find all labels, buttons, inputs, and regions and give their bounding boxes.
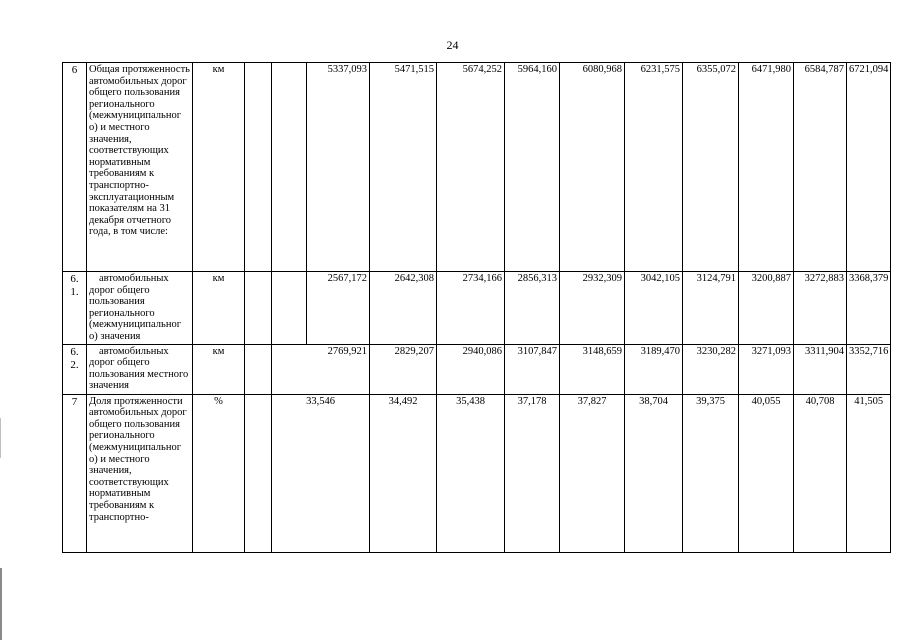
value-cell: 2769,921	[272, 344, 370, 394]
value-cell: 37,178	[505, 394, 560, 552]
value-cell: 37,827	[560, 394, 625, 552]
value-cell: 5471,515	[370, 63, 437, 272]
value-cell: 2567,172	[307, 272, 370, 345]
unit-cell: км	[193, 344, 245, 394]
value-cell: 5674,252	[437, 63, 505, 272]
value-cell: 6584,787	[794, 63, 847, 272]
value-cell: 34,492	[370, 394, 437, 552]
empty-cell	[272, 272, 307, 345]
value-cell: 3352,716	[847, 344, 891, 394]
scan-artifact	[0, 568, 2, 640]
value-cell: 3124,791	[683, 272, 739, 345]
row-number: 6	[63, 63, 87, 272]
value-cell: 5337,093	[307, 63, 370, 272]
table-row	[63, 344, 891, 394]
table-row	[63, 63, 891, 272]
unit-cell: км	[193, 272, 245, 345]
table-row	[63, 272, 891, 345]
value-cell: 40,708	[794, 394, 847, 552]
value-cell: 6471,980	[739, 63, 794, 272]
value-cell: 2642,308	[370, 272, 437, 345]
table-row	[63, 394, 891, 552]
value-cell: 2932,309	[560, 272, 625, 345]
row-number: 6. 2.	[63, 344, 87, 394]
row-number: 7	[63, 394, 87, 552]
value-cell: 3200,887	[739, 272, 794, 345]
value-cell: 6080,968	[560, 63, 625, 272]
empty-cell	[245, 394, 272, 552]
value-cell: 3311,904	[794, 344, 847, 394]
indicator-name: Доля протяженности автомобильных дорог общего пользования регионального (межмуниципальног о) и местного значения, соответствующих нормативным требованиям к транспортно-	[87, 394, 193, 552]
value-cell: 3107,847	[505, 344, 560, 394]
value-cell: 38,704	[625, 394, 683, 552]
value-cell: 3272,883	[794, 272, 847, 345]
value-cell: 6231,575	[625, 63, 683, 272]
empty-cell	[245, 344, 272, 394]
value-cell: 6721,094	[847, 63, 891, 272]
value-cell: 3230,282	[683, 344, 739, 394]
indicator-name	[87, 272, 193, 345]
indicator-name	[87, 344, 193, 394]
value-cell: 35,438	[437, 394, 505, 552]
value-cell: 39,375	[683, 394, 739, 552]
value-cell: 3148,659	[560, 344, 625, 394]
row-number: 6. 1.	[63, 272, 87, 345]
indicator-name-text: автомобильных дорог общего пользования регионального (межмуниципальног о) значения	[89, 273, 182, 342]
value-cell: 5964,160	[505, 63, 560, 272]
value-cell: 2856,313	[505, 272, 560, 345]
value-cell: 3368,379	[847, 272, 891, 345]
page-number: 24	[446, 38, 459, 52]
unit-cell: км	[193, 63, 245, 272]
empty-cell	[245, 272, 272, 345]
value-cell: 2829,207	[370, 344, 437, 394]
value-cell: 6355,072	[683, 63, 739, 272]
unit-cell: %	[193, 394, 245, 552]
indicator-name: Общая протяженность автомобильных дорог общего пользования регионального (межмуниципальног о) и местного значения, соответствующих нормативным требованиям к транспортно-эксплуатационным показателям на 31 декабря отчетного года, в том числе:	[87, 63, 193, 272]
value-cell: 40,055	[739, 394, 794, 552]
value-cell: 3042,105	[625, 272, 683, 345]
empty-cell	[245, 63, 272, 272]
value-cell: 33,546	[272, 394, 370, 552]
empty-cell	[272, 63, 307, 272]
value-cell: 2734,166	[437, 272, 505, 345]
value-cell: 3189,470	[625, 344, 683, 394]
value-cell: 41,505	[847, 394, 891, 552]
value-cell: 2940,086	[437, 344, 505, 394]
indicators-table	[62, 62, 891, 553]
indicator-name-text: автомобильных дорог общего пользования местного значения	[89, 345, 189, 392]
scan-artifact	[0, 418, 1, 458]
value-cell: 3271,093	[739, 344, 794, 394]
